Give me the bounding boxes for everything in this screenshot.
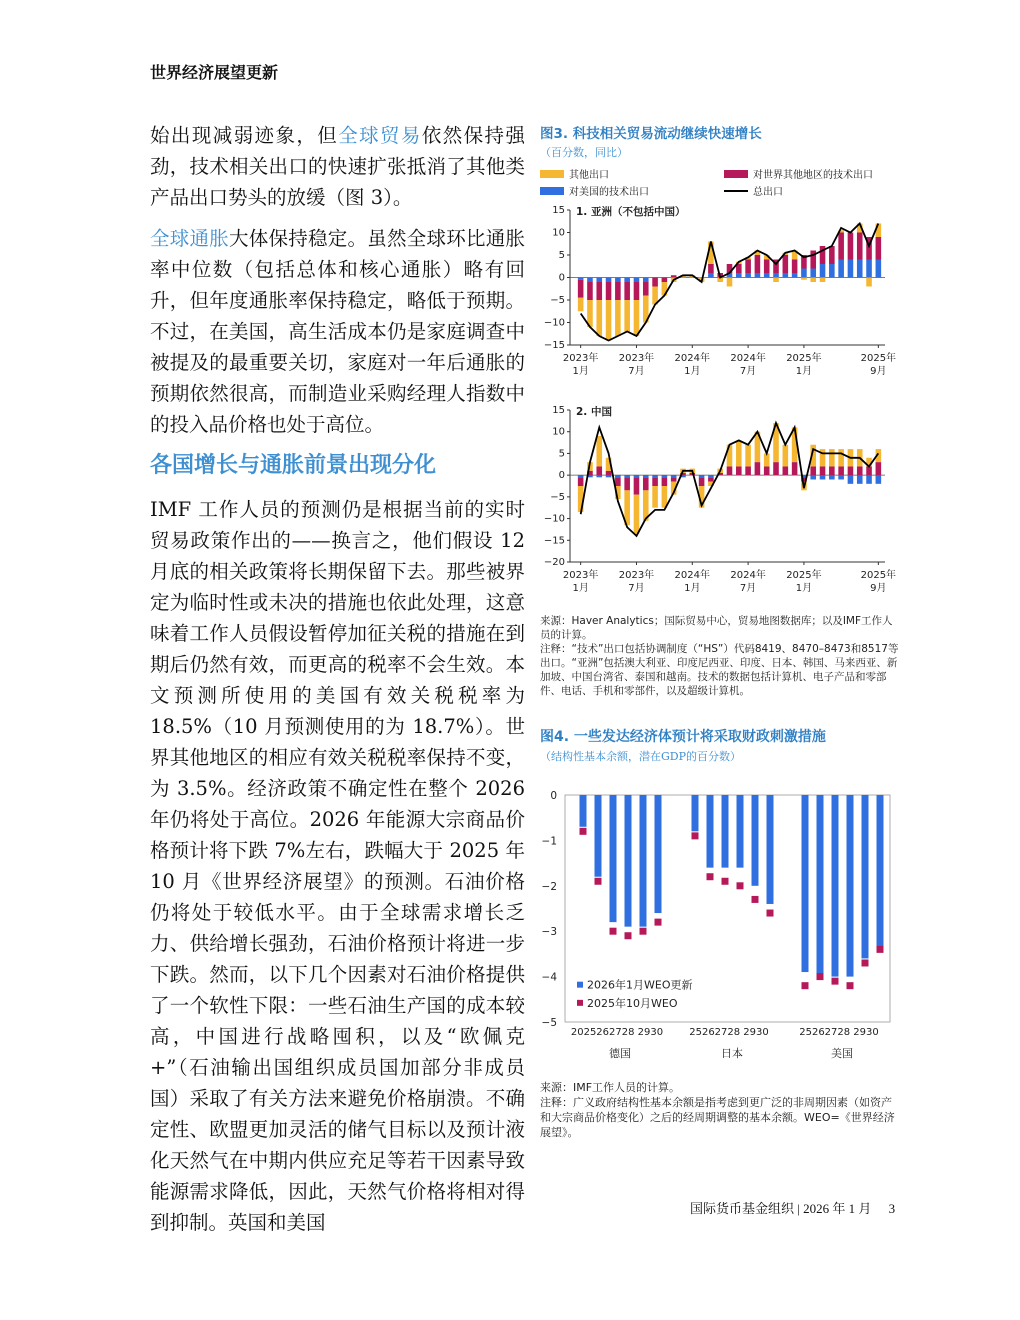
p1-text2: 依然保持强劲，技术相关出口的快速扩张抵消了其他类产品出口势头的放缓（图 3）。 (150, 124, 525, 209)
bar-segment (838, 233, 844, 260)
bar-segment (596, 282, 602, 300)
marker-oct-2025 (655, 919, 662, 926)
xtick-label-month: 7月 (628, 366, 645, 377)
figure-3-subtitle: （百分数，同比） (540, 146, 628, 159)
bar-segment (596, 436, 602, 466)
bar-segment (773, 462, 779, 475)
bar-segment (708, 273, 714, 278)
bar-segment (829, 466, 835, 475)
figure-3-title: 图3. 科技相关贸易流动继续快速增长 (540, 126, 762, 142)
bar-segment (773, 273, 779, 278)
bar-segment (708, 477, 714, 481)
bar-segment (829, 475, 835, 479)
bar-jan-2026 (802, 795, 809, 972)
figure-3-notes (540, 614, 900, 698)
bar-segment (820, 278, 826, 283)
bar-segment (838, 449, 844, 466)
xtick-label-month: 7月 (739, 366, 757, 377)
bar-segment (624, 475, 630, 477)
bar-segment (624, 477, 630, 490)
bar-segment (634, 278, 640, 283)
bar-segment (699, 477, 705, 486)
bar-segment (848, 260, 854, 278)
marker-oct-2025 (692, 832, 699, 839)
bar-segment (745, 445, 751, 467)
marker-oct-2025 (610, 928, 617, 935)
bar-segment (652, 477, 658, 486)
panel-2-label: 2. 中国 (576, 406, 612, 418)
xtick-label-year: 2025年 (786, 570, 822, 581)
bar-jan-2026 (767, 795, 774, 904)
fig4-ytick-label: −5 (541, 1017, 557, 1029)
bar-segment (615, 477, 621, 486)
panel-2-ytick-label: 0 (558, 470, 565, 482)
bar-segment (624, 282, 630, 300)
marker-oct-2025 (722, 878, 729, 885)
bar-segment (596, 278, 602, 283)
xtick-label-year: 2023年 (618, 353, 655, 364)
bar-segment (857, 260, 863, 278)
page-footer (690, 1198, 895, 1217)
bar-jan-2026 (832, 795, 839, 977)
fig4-ytick-label: −4 (541, 971, 557, 984)
panel-2-ytick-label: 10 (552, 426, 565, 438)
bar-segment (578, 280, 584, 298)
bar-segment (810, 475, 816, 479)
bar-segment (783, 255, 789, 273)
panel-1-label: 1. 亚洲（不包括中国） (576, 206, 686, 218)
global-trade-link[interactable]: 全球贸易 (338, 124, 422, 147)
bar-jan-2026 (580, 795, 587, 827)
section-title: 各国增长与通胀前景出现分化 (150, 453, 437, 478)
bar-segment (857, 475, 863, 484)
bar-segment (876, 260, 882, 278)
bar-segment (606, 475, 612, 477)
bar-segment (838, 475, 844, 479)
bar-segment (736, 440, 742, 466)
bar-jan-2026 (722, 795, 729, 868)
bar-jan-2026 (625, 795, 632, 927)
marker-oct-2025 (640, 928, 647, 935)
panel-1-ytick-label: 0 (558, 272, 565, 284)
panel-2-ytick-label: −10 (543, 513, 565, 525)
xtick-label-month: 1月 (572, 366, 589, 377)
xtick-label-year: 2023年 (618, 570, 655, 581)
xtick-label-year: 2025年 (786, 353, 822, 364)
figure-3-charts (540, 200, 900, 610)
bar-segment (624, 300, 630, 332)
bar-segment (671, 475, 677, 477)
bar-segment (745, 260, 751, 274)
bar-segment (764, 273, 770, 278)
bar-segment (606, 278, 612, 283)
xtick-label-year: 2023年 (562, 570, 599, 581)
marker-oct-2025 (847, 982, 854, 989)
page-number: 3 (888, 1201, 896, 1216)
panel-2-ytick-label: 15 (552, 405, 565, 416)
bar-segment (606, 300, 612, 341)
bar-segment (866, 475, 872, 484)
paragraph-1 (150, 120, 525, 213)
legend-item-total: 总出口 (724, 183, 900, 198)
bar-segment (596, 466, 602, 475)
xtick-label-month: 1月 (572, 583, 589, 594)
legend-item-other: 其他出口 (540, 166, 716, 181)
bar-segment (634, 282, 640, 300)
bar-segment (699, 475, 705, 477)
bar-segment (829, 264, 835, 278)
bar-segment (792, 462, 798, 475)
figure-3 (540, 122, 900, 198)
bar-segment (866, 278, 872, 287)
bar-segment (783, 273, 789, 278)
marker-oct-2025 (767, 910, 774, 917)
panel-2-ytick-label: −15 (543, 535, 565, 547)
fig4-group-label: 日本 (721, 1047, 743, 1060)
figure-3-legend (540, 166, 900, 198)
bar-jan-2026 (692, 795, 699, 831)
bar-segment (662, 477, 668, 486)
bar-jan-2026 (610, 795, 617, 922)
footer-text: 国际货币基金组织 | 2026 年 1 月 (690, 1201, 872, 1216)
bar-segment (587, 282, 593, 300)
marker-oct-2025 (580, 828, 587, 835)
bar-segment (587, 278, 593, 283)
figure-4-subtitle: （结构性基本余额，潜在GDP的百分数） (540, 750, 742, 763)
panel-1-ytick-label: −10 (543, 317, 565, 329)
bar-segment (652, 486, 658, 508)
bar-segment (708, 264, 714, 273)
fig4-legend-swatch-jan (577, 982, 583, 988)
xtick-label-month: 1月 (684, 366, 701, 377)
bar-segment (810, 278, 816, 283)
xtick-label-month: 7月 (739, 583, 757, 594)
bar-segment (783, 466, 789, 475)
xtick-label-month: 9月 (870, 366, 887, 377)
bar-segment (671, 275, 677, 277)
bar-segment (810, 466, 816, 475)
bar-segment (615, 475, 621, 477)
bar-segment (801, 269, 807, 278)
bar-segment (876, 475, 882, 484)
fig4-ytick-label: −1 (541, 835, 557, 848)
bar-segment (764, 466, 770, 475)
bar-segment (755, 255, 761, 273)
figure-4-note: 注释：广义政府结构性基本余额是指考虑到更广泛的非周期因素（如资产和大宗商品价格变化）之后的经周期调整的基本余额。WEO=《世界经济展望》。 (540, 1096, 895, 1139)
figure-4-chart (540, 780, 900, 1070)
bar-segment (866, 260, 872, 278)
panel-1-ytick-label: −5 (550, 295, 565, 306)
figure-3-note: 注释：“技术”出口包括协调制度（“HS”）代码8419、8470–8473和8517等出口。“亚洲”包括澳大利亚、印度尼西亚、印度、日本、韩国、马来西亚、新加坡、中国台湾省、泰国和越南。技术的数据包括计算机、电子产品和零部件、电话、手机和零部件，以及超级计算机。 (540, 643, 899, 697)
bar-segment (857, 233, 863, 260)
bar-segment (615, 278, 621, 283)
bar-segment (876, 462, 882, 475)
fig4-ytick-label: −3 (541, 926, 557, 939)
bar-segment (876, 237, 882, 260)
bar-segment (783, 445, 789, 467)
marker-oct-2025 (625, 932, 632, 939)
bar-jan-2026 (847, 795, 854, 977)
xtick-label-month: 1月 (684, 583, 701, 594)
bar-segment (634, 477, 640, 494)
xtick-label-year: 2024年 (730, 570, 766, 581)
xtick-label-year: 2024年 (674, 353, 711, 364)
global-inflation-link[interactable]: 全球通胀 (150, 227, 229, 250)
bar-segment (773, 278, 779, 283)
bar-segment (606, 282, 612, 300)
bar-jan-2026 (877, 795, 884, 949)
marker-oct-2025 (595, 878, 602, 885)
bar-jan-2026 (655, 795, 662, 913)
bar-segment (615, 300, 621, 336)
panel-1-ytick-label: 10 (552, 227, 565, 239)
legend-item-us: 对美国的技术出口 (540, 183, 716, 198)
bar-segment (727, 466, 733, 475)
bar-segment (820, 264, 826, 278)
panel-1-ytick-label: −15 (543, 340, 565, 351)
figure-4-source: 来源：IMF工作人员的计算。 (540, 1081, 681, 1094)
bar-segment (634, 475, 640, 477)
fig4-xtick-labels: 25262728 2930 (799, 1027, 879, 1038)
figure-4 (540, 726, 900, 764)
bar-segment (820, 466, 826, 475)
p1-text: 始出现减弱迹象，但 (150, 124, 339, 147)
bar-jan-2026 (640, 795, 647, 927)
bar-segment (736, 466, 742, 475)
bar-segment (578, 477, 584, 486)
bar-segment (745, 273, 751, 278)
xtick-label-year: 2023年 (562, 353, 599, 364)
bar-segment (727, 278, 733, 287)
p2-text: 大体保持稳定。虽然全球环比通胀率中位数（包括总体和核心通胀）略有回升，但年度通胀率保持稳定，略低于预期。不过，在美国，高生活成本仍是家庭调查中被提及的最重要关切，家庭对一年后通胀的预期依然很高，而制造业采购经理人指数中的投入品价格也处于高位。 (150, 227, 525, 436)
bar-segment (662, 278, 668, 283)
bar-segment (736, 273, 742, 278)
bar-segment (801, 278, 807, 280)
bar-segment (838, 466, 844, 475)
fig4-ytick-label: 0 (550, 790, 557, 802)
bar-segment (634, 300, 640, 336)
marker-oct-2025 (737, 882, 744, 889)
fig4-xtick-labels: 2025262728 2930 (570, 1027, 664, 1038)
bar-segment (615, 282, 621, 300)
fig4-group-label: 德国 (609, 1047, 631, 1060)
panel-1-ytick-label: 15 (552, 205, 565, 216)
bar-segment (596, 475, 602, 477)
bar-segment (624, 278, 630, 283)
bar-segment (810, 269, 816, 278)
bar-segment (848, 466, 854, 475)
figure-4-title: 图4. 一些发达经济体预计将采取财政刺激措施 (540, 729, 826, 745)
bar-segment (745, 466, 751, 475)
marker-oct-2025 (752, 896, 759, 903)
bar-segment (829, 246, 835, 264)
marker-oct-2025 (802, 982, 809, 989)
xtick-label-year: 2025年 (860, 570, 897, 581)
bar-segment (662, 475, 668, 477)
xtick-label-year: 2024年 (730, 353, 766, 364)
bar-jan-2026 (752, 795, 759, 886)
bar-segment (792, 260, 798, 274)
bar-segment (829, 449, 835, 466)
bar-segment (848, 475, 854, 484)
bar-segment (764, 260, 770, 274)
panel-2-ytick-label: −5 (550, 491, 565, 503)
panel-2-ytick-label: 5 (558, 448, 565, 460)
bar-segment (643, 278, 649, 283)
marker-oct-2025 (877, 946, 884, 953)
paragraph-3: IMF 工作人员的预测仍是根据当前的实时贸易政策作出的——换言之，他们假设 12 月底的相关政策将长期保留下去。那些被界定为临时性或未决的措施也依此处理，这意味着工作人员假设暂停加征关税的措施在到期后仍然有效，而更高的税率不会生效。本文预测所使用的美国有效关税税率为 18.5%（10 月预测使用的为 18.7%）。世界其他地区的相应有效关税税率保持不变，为 3.5%。经济政策不确定性在整个 2026 年仍将处于高位。2026 年能源大宗商品价格预计将下跌 7%左右，跌幅大于 2025 年 10 月《世界经济展望》的预测。石油价格仍将处于较低水平。由于全球需求增长乏力、供给增长强劲，石油价格预计将进一步下跌。然而，以下几个因素对石油价格提供了一个软性下限：一些石油生产国的成本较高，中国进行战略囤积，以及“欧佩克+”（石油输出国组织成员国加部分非成员国）采取了有关方法来避免价格崩溃。不确定性、欧盟更加灵活的储气目标以及预计液化天然气在中期内供应充足等若干因素导致能源需求降低，因此，天然气价格将相对得到抑制。英国和美国 (150, 498, 525, 1234)
fig4-legend-label-jan: 2026年1月WEO更新 (587, 978, 693, 992)
bar-segment (652, 278, 658, 287)
bar-jan-2026 (707, 795, 714, 868)
xtick-label-month: 7月 (628, 583, 645, 594)
marker-oct-2025 (707, 873, 714, 880)
fig4-legend-swatch-oct (577, 1000, 583, 1006)
xtick-label-month: 1月 (795, 366, 813, 377)
body-text (150, 120, 525, 1248)
marker-oct-2025 (817, 973, 824, 980)
bar-segment (643, 477, 649, 490)
marker-oct-2025 (862, 959, 869, 966)
bar-segment (596, 300, 602, 336)
bar-segment (643, 282, 649, 296)
bar-segment (578, 298, 584, 312)
bar-segment (634, 495, 640, 534)
fig4-ytick-label: −2 (541, 880, 557, 893)
panel-2-ytick-label: −20 (543, 557, 565, 568)
bar-jan-2026 (595, 795, 602, 877)
fig4-xtick-labels: 25262728 2930 (689, 1027, 769, 1038)
xtick-label-year: 2025年 (860, 353, 897, 364)
bar-segment (578, 278, 584, 280)
bar-segment (820, 475, 826, 479)
bar-segment (838, 260, 844, 278)
bar-segment (606, 471, 612, 475)
fig4-group-label: 美国 (831, 1047, 853, 1060)
panel-1-ytick-label: 5 (558, 250, 565, 261)
bar-segment (578, 475, 584, 477)
bar-jan-2026 (817, 795, 824, 977)
bar-segment (708, 475, 714, 477)
running-header: 世界经济展望更新 (150, 63, 279, 82)
xtick-label-month: 9月 (870, 583, 887, 594)
bar-segment (857, 466, 863, 475)
legend-item-row: 对世界其他地区的技术出口 (724, 166, 900, 181)
figure-3-source: 来源：Haver Analytics；国际贸易中心，贸易地图数据库；以及IMF工作人员的计算。 (540, 615, 893, 641)
bar-segment (792, 273, 798, 278)
xtick-label-month: 1月 (795, 583, 813, 594)
bar-jan-2026 (737, 795, 744, 868)
figure-4-notes (540, 1080, 900, 1140)
bar-segment (671, 477, 677, 481)
xtick-label-year: 2024年 (674, 570, 711, 581)
bar-segment (848, 233, 854, 260)
bar-segment (652, 475, 658, 477)
bar-segment (755, 462, 761, 475)
bar-segment (643, 475, 649, 477)
bar-jan-2026 (862, 795, 869, 958)
fig4-legend-label-oct: 2025年10月WEO (587, 996, 678, 1010)
paragraph-2 (150, 223, 525, 440)
bar-segment (755, 273, 761, 278)
marker-oct-2025 (832, 978, 839, 985)
